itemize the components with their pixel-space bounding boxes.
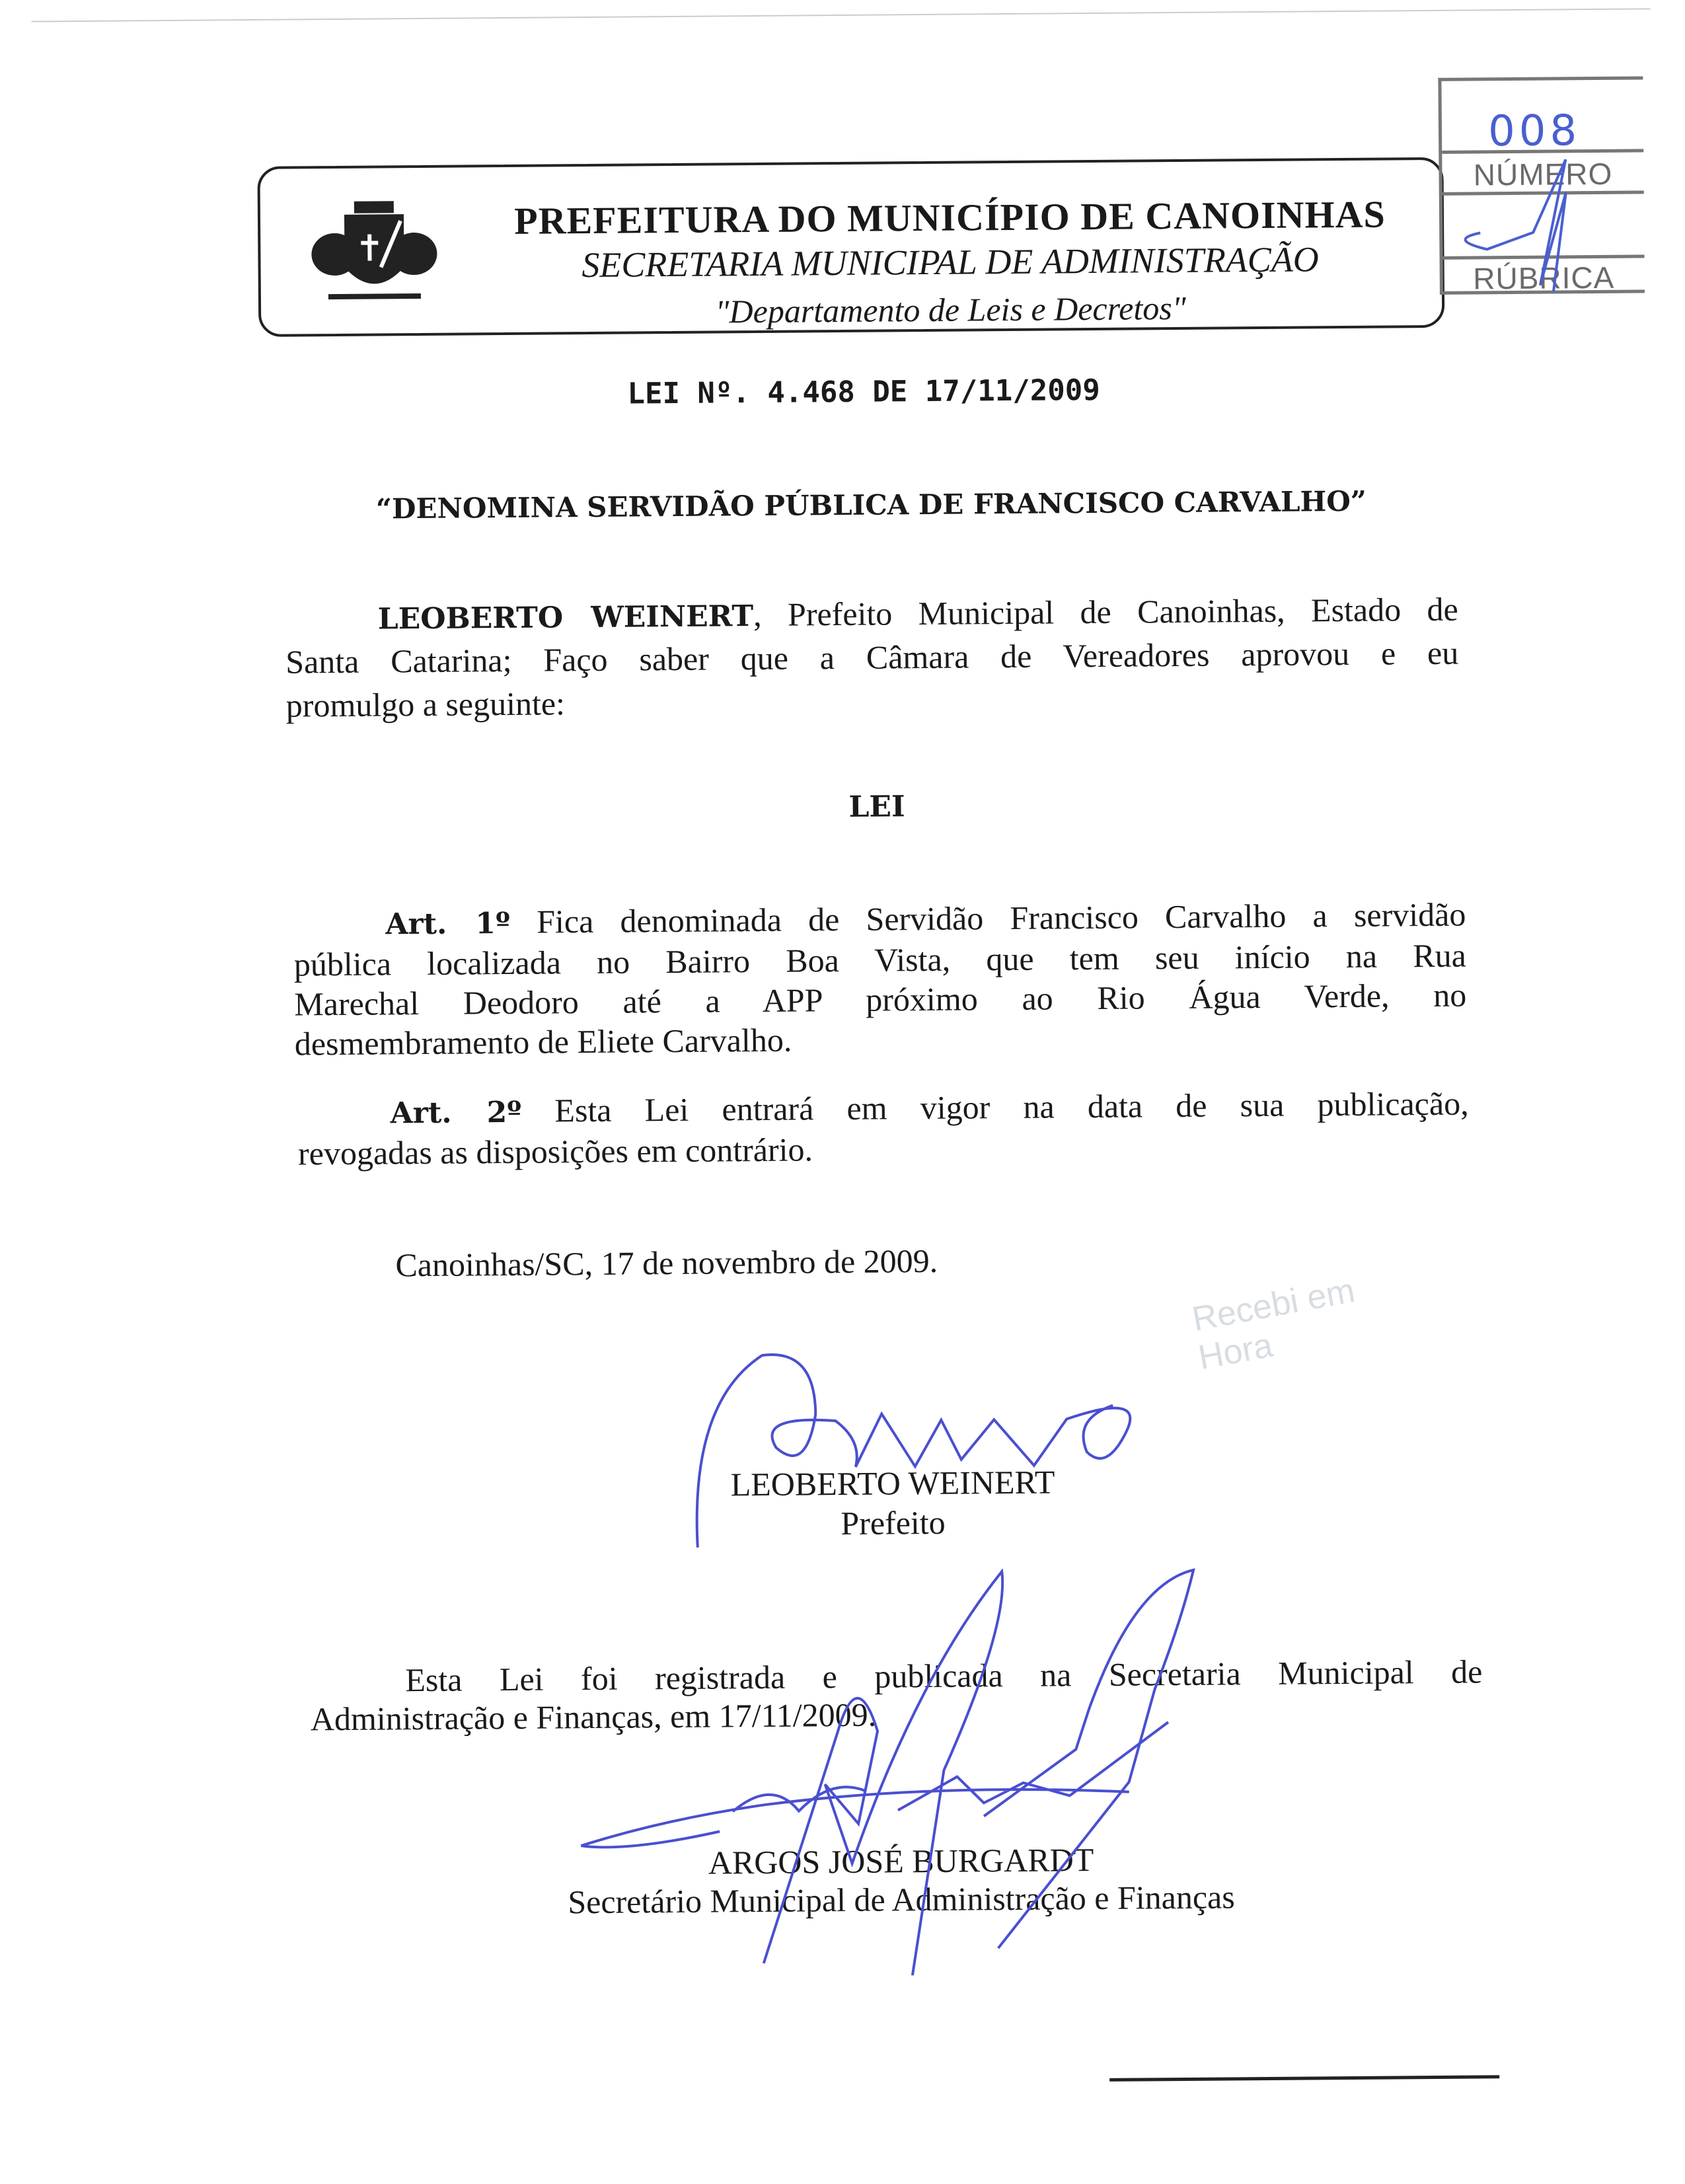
stamp-rubric-label: RÚBRICA [1473,260,1615,296]
stamp-number-value: 008 [1487,106,1581,157]
municipality-title: PREFEITURA DO MUNICÍPIO DE CANOINHAS [514,192,1386,243]
stamp-number-label: NÚMERO [1473,156,1613,192]
preamble-line: promulgo a seguinte: [285,685,566,724]
text: Esta Lei entrará em vigor na data de sua publicação, [521,1084,1469,1129]
article-2-line: revogadas as disposições em contrário. [297,1131,813,1172]
text: Fica denominada de Servidão Francisco Carvalho a servidão [509,895,1466,940]
article-1-line: desmembramento de Eliete Carvalho. [294,1021,792,1063]
text: , Prefeito Municipal de Canoinhas, Estado de [753,590,1458,634]
article-2-label: Art. 2º [390,1095,522,1131]
law-number: LEI Nº. 4.468 DE 17/11/2009 [627,373,1100,411]
mayor-name-bold: LEOBERTO WEINERT [377,599,754,636]
mayor-signature [696,1352,1131,1548]
secretary-signature [579,1570,1197,1978]
received-stamp-line: Recebi em [1189,1271,1358,1339]
received-stamp-line: Hora [1195,1326,1276,1378]
law-heading: LEI [848,790,905,824]
signer-2-role: Secretário Municipal de Administração e Finanças [568,1878,1235,1921]
place-and-date: Canoinhas/SC, 17 de novembro de 2009. [395,1242,938,1284]
preamble-line: Santa Catarina; Faço saber que a Câmara de Vereadores aprovou e eu [285,634,1459,681]
article-1-label: Art. 1º [385,906,511,942]
signer-1-name: LEOBERTO WEINERT [730,1463,1055,1503]
registration-line: Administração e Finanças, em 17/11/2009. [310,1696,877,1738]
law-summary: “DENOMINA SERVIDÃO PÚBLICA DE FRANCISCO CARVALHO” [375,484,1367,525]
article-1-line: Marechal Deodoro até a APP próximo ao Rio Água Verde, no [294,976,1467,1023]
signer-2-name: ARGOS JOSÉ BURGARDT [708,1841,1094,1881]
signer-1-role: Prefeito [841,1503,946,1542]
registration-line: Esta Lei foi registrada e publicada na Secretaria Municipal de [405,1653,1483,1699]
department-name: "Departamento de Leis e Decretos" [715,289,1186,330]
secretariat-subtitle: SECRETARIA MUNICIPAL DE ADMINISTRAÇÃO [581,239,1320,285]
article-1-line: pública localizada no Bairro Boa Vista, que tem seu início na Rua [293,936,1467,983]
rubric-signature [1465,159,1567,292]
